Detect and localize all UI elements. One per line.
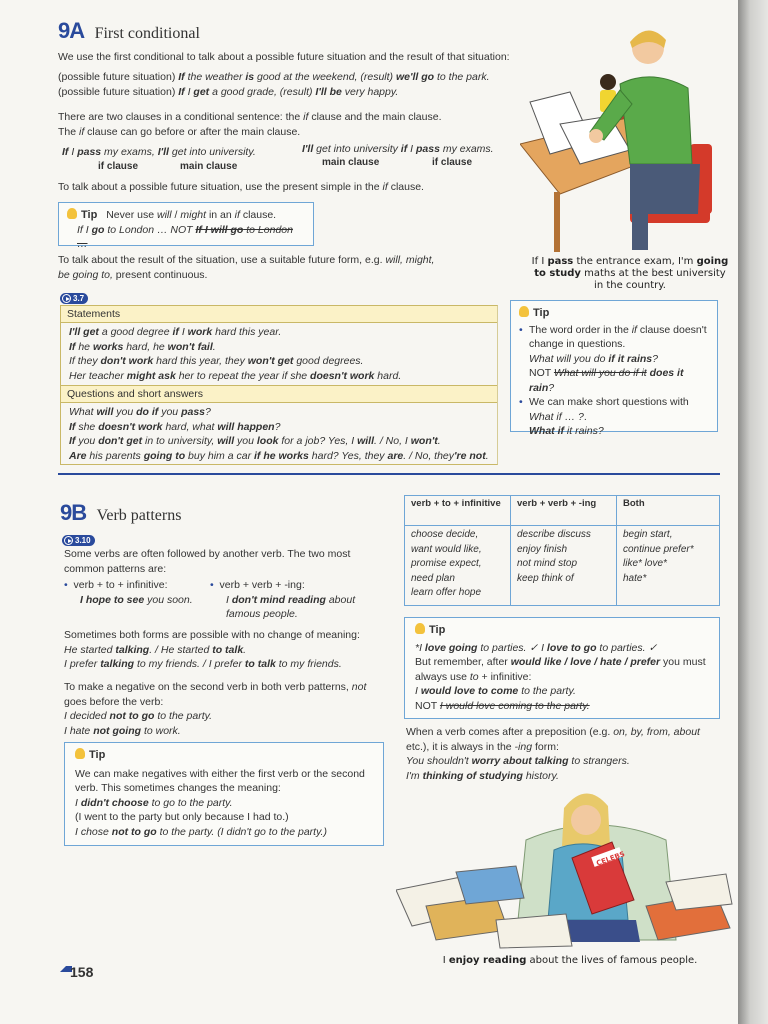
question: If you don't get in to university, will you look for a job? Yes, I will. / No, I won't.	[69, 435, 441, 447]
negative-text: To make a negative on the second verb in both verb patterns, not goes before the verb: I decided not to go to the party. I hate not going to work.	[64, 681, 367, 737]
section-9b-heading	[60, 500, 181, 526]
statement: If they don't work hard this year, they won't get good degrees.	[69, 355, 364, 367]
question: Are his parents going to buy him a car if he works hard? Yes, they are. / No, they're not.	[69, 449, 489, 462]
statement: If he works hard, he won't fail.	[69, 340, 216, 353]
band-questions: Questions and short answers	[61, 385, 497, 403]
lightbulb-icon	[75, 748, 85, 759]
section-divider	[58, 473, 720, 475]
section-title: First conditional	[94, 25, 200, 42]
statement: Her teacher might ask her to repeat the year if she doesn't work hard.	[69, 369, 402, 382]
pattern-item: • verb + verb + -ing: I don't mind reading about famous people.	[210, 579, 356, 620]
clause-example-left: If I pass my exams, I'll get into university.	[62, 146, 256, 158]
table-cell: choose decide, want would like, promise expect, need plan learn offer hope	[405, 526, 511, 606]
present-simple-text: To talk about a possible future situation, use the present simple in the if clause.	[58, 181, 424, 193]
pattern-item: • verb + to + infinitive: I hope to see you soon.	[64, 579, 193, 606]
audio-track-button[interactable]: 3.10	[62, 532, 95, 550]
tip-box: Tip Never use will / might in an if clause. If I go to London … NOT If I will go to London …	[58, 202, 314, 246]
tip-box: Tip We can make negatives with either the first verb or the second verb. This sometimes changes the meaning: I didn't choose to go to the party. (I went to the party but only because I had to.) I chose not to go to the party. (I didn't go to the party.)	[64, 742, 384, 846]
example-line: (possible future situation) If the weather is good at the weekend, (result) we'll go to the park.	[58, 71, 490, 83]
page-binding-edge	[738, 0, 768, 1024]
audio-track-button[interactable]: 3.7	[60, 290, 88, 308]
lightbulb-icon	[67, 208, 77, 219]
lightbulb-icon	[519, 306, 529, 317]
both-forms-text: Sometimes both forms are possible with no change of meaning: He started talking. / He started to talk. I prefer talking to my friends. / I prefer to talk to my friends.	[64, 629, 360, 670]
section-title: Verb patterns	[96, 507, 182, 524]
table-cell: describe discuss enjoy finish not mind stop keep think of	[511, 526, 617, 606]
illustration-caption: If I pass the entrance exam, I'm going to study maths at the best university in the country.	[531, 256, 729, 291]
girl-reading-illustration	[396, 780, 734, 950]
if-clause-label: if clause	[98, 161, 139, 172]
table-header: verb + verb + -ing	[511, 496, 617, 526]
magazine-title: CELEBS	[595, 850, 626, 868]
clause-example-right: I'll get into university if I pass my exams.	[302, 143, 494, 155]
table-header: Both	[617, 496, 720, 526]
illustration-caption: I enjoy reading about the lives of famous people.	[442, 955, 698, 966]
tip-box: Tip • The word order in the if clause doesn't change in questions. What will you do if it rains? NOT What will you do if it does it rain? • We can make short questions with What if … ?. What if it rains?	[510, 300, 718, 432]
result-text: To talk about the result of the situation, use a suitable future form, e.g. will, might, be going to, present continuous.	[58, 254, 435, 281]
lightbulb-icon	[415, 623, 425, 634]
section-9a-heading	[58, 18, 200, 44]
if-clause-label: if clause	[432, 157, 473, 168]
section-code: 9B	[60, 500, 87, 525]
intro-text: Some verbs are often followed by another verb. The two most common patterns are:	[64, 548, 351, 575]
section-code: 9A	[58, 18, 85, 43]
table-cell: begin start, continue prefer* like* love* hate*	[617, 526, 720, 606]
verb-pattern-table	[404, 495, 720, 606]
question: If she doesn't work hard, what will happen?	[69, 420, 281, 433]
play-icon	[62, 294, 71, 303]
question: What will you do if you pass?	[69, 406, 211, 418]
band-statements: Statements	[61, 306, 497, 323]
table-header: verb + to + infinitive	[405, 496, 511, 526]
page-number: 158	[70, 964, 94, 980]
statement: I'll get a good degree if I work hard this year.	[69, 326, 282, 338]
clauses-text: There are two clauses in a conditional sentence: the if clause and the main clause. The if clause can go before or after the main clause.	[58, 111, 442, 138]
student-exam-illustration	[520, 24, 730, 254]
play-icon	[64, 536, 73, 545]
example-line: (possible future situation) If I get a good grade, (result) I'll be very happy.	[58, 86, 399, 98]
grammar-box	[60, 305, 498, 465]
intro-text: We use the first conditional to talk about a possible future situation and the result of that situation:	[58, 51, 510, 63]
preposition-text: When a verb comes after a preposition (e.g. on, by, from, about etc.), it is always in the -ing form: You shouldn't worry about talking to strangers. I'm thinking of studying history.	[406, 726, 700, 782]
tip-box: Tip *I love going to parties. ✓ I love to go to parties. ✓ But remember, after would like / love / hate / prefer you must always use to + infinitive: I would love to come to the party. NOT I would love coming to the party.	[404, 617, 720, 719]
main-clause-label: main clause	[180, 161, 238, 172]
main-clause-label: main clause	[322, 157, 380, 168]
